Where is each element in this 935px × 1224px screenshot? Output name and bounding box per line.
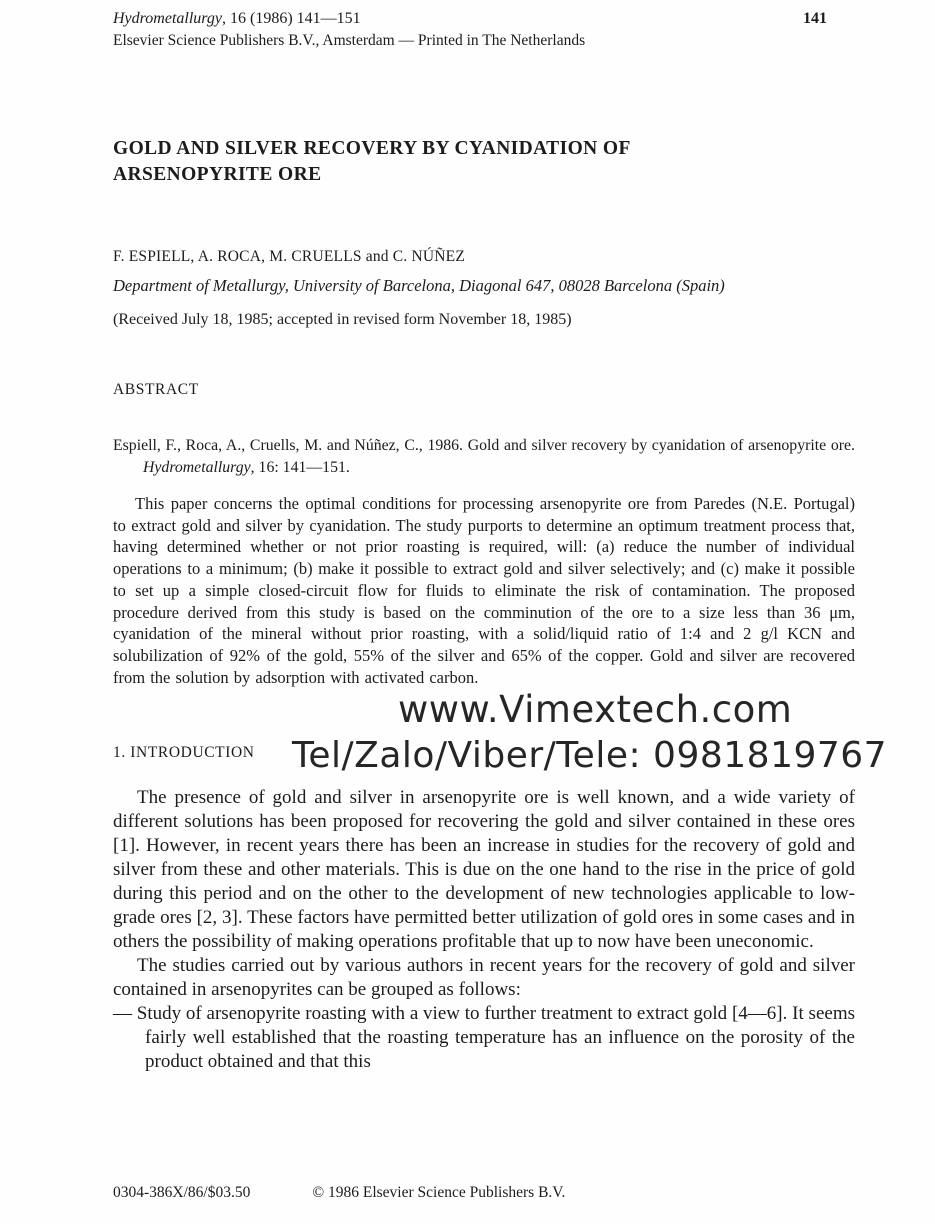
journal-name: Hydrometallurgy — [113, 10, 223, 27]
page-header — [113, 8, 855, 30]
authors-line: F. ESPIELL, A. ROCA, M. CRUELLS and C. NÚÑEZ — [113, 248, 466, 265]
footer-copyright: © 1986 Elsevier Science Publishers B.V. — [312, 1184, 566, 1201]
paper-title: GOLD AND SILVER RECOVERY BY CYANIDATION OF ARSENOPYRITE ORE — [113, 138, 631, 185]
journal-issue: , 16 (1986) 141—151 — [222, 10, 361, 27]
section-heading-introduction: 1. INTRODUCTION — [113, 744, 255, 762]
abstract-citation — [113, 435, 855, 478]
intro-paragraph-1: The presence of gold and silver in arsenopyrite ore is well known, and a wide variety of different solutions has been proposed for recovering the gold and silver contained in these ores [1]. However, in recent years there has been an increase in studies for the recovery of gold and silver from these and other materials. This is due on the one hand to the rise in the price of gold during this period and on the other to the development of new technologies applicable to low-grade ores [2, 3]. These factors have permitted better utilization of gold ores in some cases and in others the possibility of making operations profitable that up to now have been uneconomic. — [113, 787, 855, 953]
journal-citation-line — [113, 8, 361, 30]
watermark-line-2: Tel/Zalo/Viber/Tele: 0981819767 — [292, 735, 888, 776]
intro-list-item-1: — Study of arsenopyrite roasting with a view to further treatment to extract gold [4—6]. It seems fairly well established that the roasting temperature has an influence on the porosity of the product obtained and that this — [113, 1003, 855, 1073]
received-line: (Received July 18, 1985; accepted in revised form November 18, 1985) — [113, 311, 572, 328]
intro-paragraph-2: The studies carried out by various authors in recent years for the recovery of gold and silver contained in arsenopyrites can be grouped as follows: — [113, 955, 855, 1001]
footer-issn-price: 0304-386X/86/$03.50 — [113, 1184, 251, 1201]
page-footer — [113, 1184, 565, 1202]
watermark-line-1: www.Vimextech.com — [398, 688, 793, 731]
abstract-heading: ABSTRACT — [113, 381, 199, 398]
publisher-line: Elsevier Science Publishers B.V., Amsterdam — Printed in The Netherlands — [113, 32, 586, 49]
page-number: 141 — [803, 10, 827, 27]
citation-journal-name: Hydrometallurgy — [143, 458, 251, 476]
affiliation-line: Department of Metallurgy, University of Barcelona, Diagonal 647, 08028 Barcelona (Spain) — [113, 276, 725, 295]
citation-text: Espiell, F., Roca, A., Cruells, M. and Núñez, C., 1986. Gold and silver recovery by cyanidation of arsenopyrite ore. — [113, 437, 855, 454]
citation-pages: , 16: 141—151. — [250, 458, 350, 476]
abstract-body: This paper concerns the optimal conditions for processing arsenopyrite ore from Paredes (N.E. Portugal) to extract gold and silver by cyanidation. The study purports to determine an optimum treatment process that, having determined whether or not prior roasting is required, will: (a) reduce the number of individual operations to a minimum; (b) make it possible to extract gold and silver selectively; and (c) make it possible to set up a simple closed-circuit flow for fluids to eliminate the risk of contamination. The proposed procedure derived from this study is based on the comminution of the ore to a size less than 36 μm, cyanidation of the mineral without prior roasting, with a solid/liquid ratio of 1:4 and 2 g/l KCN and solubilization of 92% of the gold, 55% of the silver and 65% of the copper. Gold and silver are recovered from the solution by adsorption with activated carbon. — [113, 494, 855, 687]
